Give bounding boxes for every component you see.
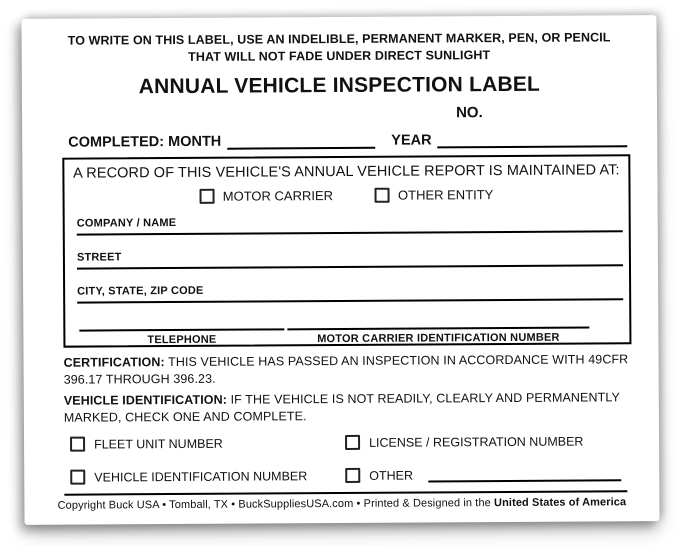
motor-carrier-id-field bbox=[287, 324, 589, 345]
license-registration-checkbox[interactable] bbox=[345, 435, 360, 450]
instruction-line-2: THAT WILL NOT FADE UNDER DIRECT SUNLIGHT bbox=[188, 48, 491, 64]
vehicle-identification-paragraph bbox=[64, 389, 633, 425]
city-state-zip-field bbox=[77, 282, 623, 303]
inspection-label-card bbox=[21, 15, 659, 525]
marker-instructions bbox=[21, 15, 656, 67]
record-entity-options bbox=[65, 186, 629, 204]
copyright-text: Copyright Buck USA • Tomball, TX • BuckSuppliesUSA.com • Printed & Designed in the bbox=[57, 497, 495, 512]
company-name-input-line[interactable] bbox=[77, 228, 623, 235]
copyright-footer bbox=[24, 496, 659, 512]
completed-month-label: COMPLETED: MONTH bbox=[68, 133, 222, 151]
option-fleet-unit-number bbox=[70, 435, 345, 452]
certification-text: THIS VEHICLE HAS PASSED AN INSPECTION IN ACCORDANCE WITH 49CFR 396.17 THROUGH 396.23. bbox=[63, 352, 629, 387]
fleet-unit-number-label: FLEET UNIT NUMBER bbox=[94, 436, 223, 452]
city-state-zip-label: CITY, STATE, ZIP CODE bbox=[77, 284, 204, 298]
option-motor-carrier bbox=[200, 188, 333, 204]
label-number-field bbox=[22, 103, 657, 125]
motor-carrier-label: MOTOR CARRIER bbox=[222, 188, 334, 204]
certification-paragraph bbox=[64, 351, 633, 387]
other-input-line[interactable] bbox=[428, 467, 621, 482]
telephone-mcin-row bbox=[79, 324, 589, 346]
street-field bbox=[77, 248, 623, 269]
vehicle-identification-text: IF THE VEHICLE IS NOT READILY, CLEARLY AND PERMANENTLY MARKED, CHECK ONE AND COMPLETE. bbox=[63, 390, 620, 425]
company-name-label: COMPANY / NAME bbox=[76, 217, 177, 230]
license-registration-label: LICENSE / REGISTRATION NUMBER bbox=[369, 434, 584, 450]
motor-carrier-checkbox[interactable] bbox=[200, 189, 215, 204]
option-vehicle-identification-number bbox=[70, 468, 345, 485]
record-box-header: A RECORD OF THIS VEHICLE'S ANNUAL VEHICLE REPORT IS MAINTAINED AT: bbox=[73, 162, 620, 182]
completed-row bbox=[68, 129, 627, 150]
no-label: NO. bbox=[455, 104, 483, 122]
vin-label: VEHICLE IDENTIFICATION NUMBER bbox=[94, 468, 308, 485]
telephone-field bbox=[79, 326, 284, 346]
option-other-entity bbox=[375, 187, 493, 203]
month-input-line[interactable] bbox=[227, 131, 375, 150]
option-license-registration-number bbox=[345, 433, 621, 450]
instruction-line-1: TO WRITE ON THIS LABEL, USE AN INDELIBLE, PERMANENT MARKER, PEN, OR PENCIL bbox=[67, 30, 611, 48]
year-input-line[interactable] bbox=[437, 129, 627, 148]
telephone-input-line[interactable] bbox=[79, 326, 284, 331]
copyright-bold-text: United States of America bbox=[493, 496, 627, 510]
other-label: OTHER bbox=[369, 468, 414, 483]
fleet-unit-number-checkbox[interactable] bbox=[70, 437, 85, 452]
city-state-zip-input-line[interactable] bbox=[77, 296, 623, 303]
year-label: YEAR bbox=[391, 132, 432, 149]
other-entity-label: OTHER ENTITY bbox=[397, 187, 494, 203]
motor-carrier-id-input-line[interactable] bbox=[287, 324, 589, 330]
street-label: STREET bbox=[76, 251, 122, 264]
other-checkbox[interactable] bbox=[345, 468, 360, 483]
motor-carrier-id-label: MOTOR CARRIER IDENTIFICATION NUMBER bbox=[317, 331, 560, 346]
option-other bbox=[345, 466, 621, 483]
record-maintained-box bbox=[62, 154, 631, 347]
vehicle-identification-label: VEHICLE IDENTIFICATION: bbox=[63, 392, 228, 408]
other-entity-checkbox[interactable] bbox=[375, 188, 390, 203]
footer-divider bbox=[64, 490, 627, 495]
identification-options-grid bbox=[70, 433, 621, 484]
street-input-line[interactable] bbox=[77, 262, 623, 269]
telephone-label: TELEPHONE bbox=[147, 333, 217, 347]
company-name-field bbox=[77, 214, 623, 235]
certification-label: CERTIFICATION: bbox=[63, 355, 165, 370]
vin-checkbox[interactable] bbox=[70, 470, 85, 485]
page-title: ANNUAL VEHICLE INSPECTION LABEL bbox=[138, 72, 541, 99]
